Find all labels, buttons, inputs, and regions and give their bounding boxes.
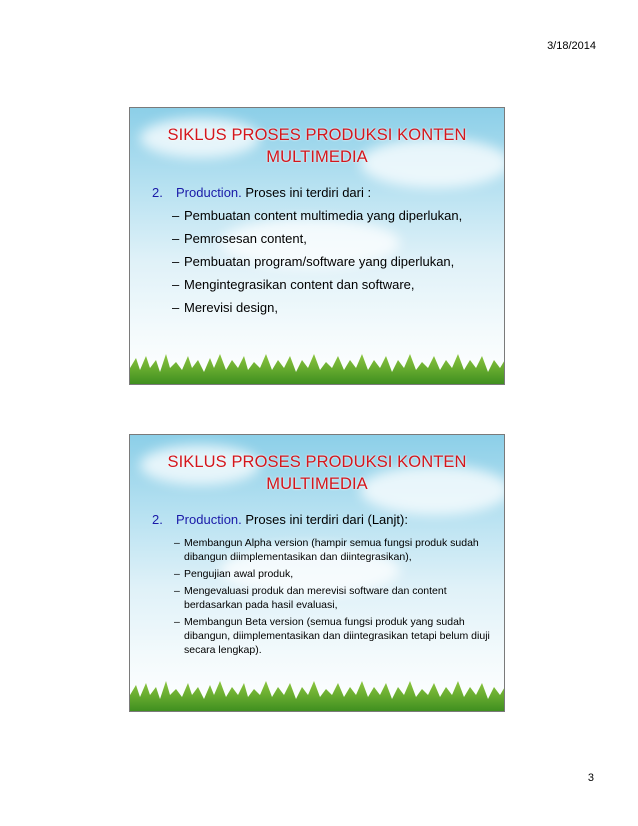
list-item: – Merevisi design, [172,300,278,315]
slide-title-line-1: SIKLUS PROSES PRODUKSI KONTEN [167,126,467,144]
slide-title-line-2: MULTIMEDIA [266,475,368,493]
list-item-text: Pemrosesan content, [184,231,307,246]
list-item: – Pembuatan content multimedia yang diperlukan, [172,208,463,223]
list-item: – Pemrosesan content, [172,231,307,246]
slide-body [152,184,494,322]
bullet-list [152,536,494,657]
list-item-text: Membangun Beta version (semua fungsi produk yang sudah dibangun, diimplementasikan dan diintegrasikan tetapi belum diuji secara lengkap). [184,616,490,656]
slide-1 [129,107,505,385]
list-item: – Membangun Beta version (semua fungsi produk yang sudah dibangun, diimplementasikan dan diintegrasikan tetapi belum diuji secara lengkap). [174,616,490,656]
list-item-text: Mengintegrasikan content dan software, [184,277,415,292]
header-date: 3/18/2014 [547,40,596,52]
slide-title [130,451,504,495]
slide-title-line-2: MULTIMEDIA [266,148,368,166]
list-item-text: Merevisi design, [184,300,278,315]
list-item-text: Pembuatan program/software yang diperlukan, [184,254,455,269]
list-item-text: Pengujian awal produk, [184,568,294,580]
section-keyword: Production. [176,185,242,200]
section-heading-text: Proses ini terdiri dari : [245,185,372,200]
slide-body [152,511,494,660]
list-item-text: Pembuatan content multimedia yang diperlukan, [184,208,463,223]
slide-title [130,124,504,168]
section-heading [152,511,494,528]
section-heading [152,184,494,201]
section-heading-text: Proses ini terdiri dari (Lanjt): [245,512,408,527]
section-keyword: Production. [176,512,242,527]
page-number: 3 [587,772,594,784]
grass-decoration [130,350,505,384]
bullet-list [152,207,494,317]
grass-decoration [130,677,505,711]
slide-2 [129,434,505,712]
list-item: – Mengevaluasi produk dan merevisi software dan content berdasarkan pada hasil evaluasi, [174,585,447,611]
section-number: 2. [152,512,163,527]
list-item-text: Mengevaluasi produk dan merevisi software dan content berdasarkan pada hasil evaluasi, [184,585,447,611]
list-item-text: Membangun Alpha version (hampir semua fungsi produk sudah dibangun diimplementasikan dan diintegrasikan), [184,537,479,563]
list-item: – Pengujian awal produk, [174,568,294,580]
slide-title-line-1: SIKLUS PROSES PRODUKSI KONTEN [167,453,467,471]
list-item: – Membangun Alpha version (hampir semua fungsi produk sudah dibangun diimplementasikan dan diintegrasikan), [174,537,479,563]
list-item: – Mengintegrasikan content dan software, [172,277,415,292]
list-item: – Pembuatan program/software yang diperlukan, [172,254,455,269]
section-number: 2. [152,185,163,200]
